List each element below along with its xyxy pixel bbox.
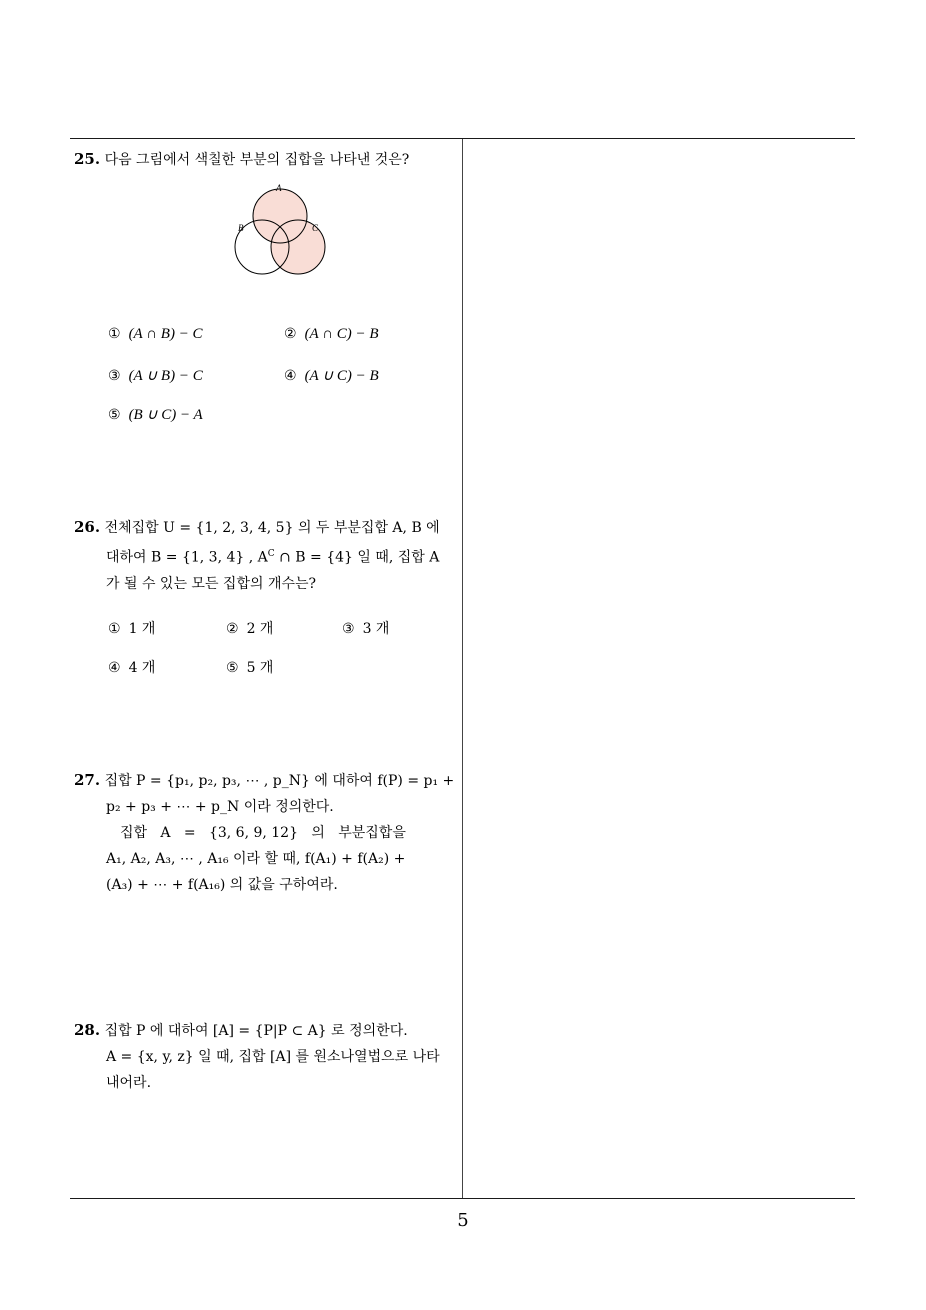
column-divider (462, 139, 463, 1198)
choice-3[interactable]: ③ (A ∪ B) − C (108, 368, 203, 384)
question-number: 28. (74, 1021, 101, 1039)
choice-4[interactable]: ④ (A ∪ C) − B (284, 368, 379, 384)
question-line: 집합 A = {3, 6, 9, 12} 의 부분집합을 (120, 825, 406, 841)
choice-5[interactable]: ⑤ (B ∪ C) − A (108, 407, 203, 423)
choice-2[interactable]: ② 2 개 (226, 621, 274, 637)
question-number: 26. (74, 518, 101, 536)
question-line: 대하여 B = {1, 3, 4} , A (106, 549, 268, 566)
choice-5[interactable]: ⑤ 5 개 (226, 660, 274, 676)
question-number: 27. (74, 771, 101, 789)
label-b: B (238, 223, 244, 233)
question-27 (74, 767, 458, 898)
choice-4[interactable]: ④ 4 개 (108, 660, 156, 676)
question-26 (74, 514, 458, 597)
question-number: 25. (74, 150, 101, 168)
question-line: p₂ + p₃ + ⋯ + p_N 이라 정의한다. (106, 799, 334, 815)
question-line: 가 될 수 있는 모든 집합의 개수는? (106, 575, 317, 592)
label-a: A (276, 183, 282, 193)
question-line: 전체집합 U = {1, 2, 3, 4, 5} 의 두 부분집합 A, B 에 (104, 520, 440, 536)
choice-3[interactable]: ③ 3 개 (342, 621, 390, 637)
question-text: 다음 그림에서 색칠한 부분의 집합을 나타낸 것은? (104, 152, 410, 168)
question-line: 집합 P 에 대하여 [A] = {P|P ⊂ A} 로 정의한다. (104, 1023, 408, 1039)
choice-2[interactable]: ② (A ∩ C) − B (284, 326, 379, 342)
choice-1[interactable]: ① (A ∩ B) − C (108, 326, 203, 342)
question-line: 집합 P = {p₁, p₂, p₃, ⋯ , p_N} 에 대하여 f(P) = p₁ + (104, 773, 455, 789)
question-28 (74, 1017, 458, 1096)
bottom-rule (70, 1198, 855, 1199)
page-number: 5 (457, 1210, 469, 1231)
choice-1[interactable]: ① 1 개 (108, 621, 156, 637)
venn-diagram (230, 180, 330, 284)
question-line: ∩ B = {4} 일 때, 집합 A (274, 549, 440, 566)
question-line: 내어라. (106, 1075, 152, 1091)
label-c: C (312, 223, 319, 233)
question-line: A₁, A₂, A₃, ⋯ , A₁₆ 이라 할 때, f(A₁) + f(A₂) + (106, 851, 406, 867)
question-25 (74, 146, 458, 173)
superscript: C (267, 549, 275, 559)
question-line: (A₃) + ⋯ + f(A₁₆) 의 값을 구하여라. (106, 877, 338, 893)
question-line: A = {x, y, z} 일 때, 집합 [A] 를 원소나열법으로 나타 (106, 1049, 440, 1065)
